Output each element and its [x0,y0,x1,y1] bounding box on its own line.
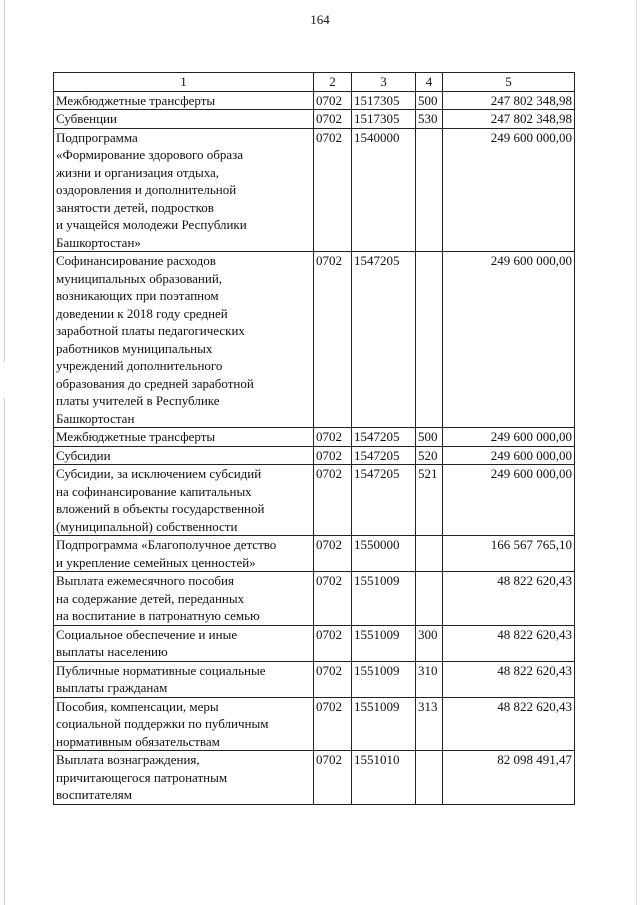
row-name-cell: Выплата вознаграждения, причитающегося патронатным воспитателям [54,751,314,805]
row-amount-cell: 48 822 620,43 [443,661,575,697]
row-type-cell: 310 [416,661,443,697]
row-name-cell: Субсидии, за исключением субсидий на софинансирование капитальных вложений в объекты государственной (муниципальной) собственности [54,465,314,536]
row-name-cell: Подпрограмма «Благополучное детство и укрепление семейных ценностей» [54,536,314,572]
row-amount-cell: 166 567 765,10 [443,536,575,572]
header-col-2: 2 [314,73,352,92]
row-type-cell: 313 [416,697,443,751]
row-name-cell: Подпрограмма «Формирование здорового образа жизни и организация отдыха, оздоровления и дополнительной занятости детей, подростков и учащейся молодежи Республики Башкортостан» [54,128,314,252]
row-amount-cell: 48 822 620,43 [443,697,575,751]
row-target-cell: 1551009 [352,625,416,661]
row-amount-cell: 82 098 491,47 [443,751,575,805]
row-type-cell: 500 [416,428,443,447]
row-amount-cell: 247 802 348,98 [443,91,575,110]
row-target-cell: 1547205 [352,428,416,447]
row-name-cell: Межбюджетные трансферты [54,428,314,447]
row-target-cell: 1517305 [352,91,416,110]
row-section-cell: 0702 [314,252,352,428]
row-type-cell [416,536,443,572]
table-row [54,572,575,626]
table-row [54,252,575,428]
header-col-4: 4 [416,73,443,92]
row-section-cell: 0702 [314,465,352,536]
header-col-1: 1 [54,73,314,92]
table-row [54,661,575,697]
row-amount-cell: 249 600 000,00 [443,428,575,447]
row-name-cell: Софинансирование расходов муниципальных образований, возникающих при поэтапном доведении к 2018 году средней заработной платы педагогических работников муниципальных учреждений дополнительного образования до средней заработной платы учителей в Республике Башкортостан [54,252,314,428]
row-name-cell: Межбюджетные трансферты [54,91,314,110]
row-target-cell: 1551009 [352,572,416,626]
row-section-cell: 0702 [314,661,352,697]
row-type-cell [416,751,443,805]
row-target-cell: 1547205 [352,446,416,465]
page-number: 164 [310,12,330,27]
row-section-cell: 0702 [314,110,352,129]
row-type-cell: 530 [416,110,443,129]
row-amount-cell: 247 802 348,98 [443,110,575,129]
budget-table-body [54,73,575,805]
table-row [54,446,575,465]
row-section-cell: 0702 [314,446,352,465]
row-type-cell: 520 [416,446,443,465]
row-type-cell: 521 [416,465,443,536]
row-name-cell: Выплата ежемесячного пособия на содержание детей, переданных на воспитание в патронатную семью [54,572,314,626]
row-target-cell: 1547205 [352,252,416,428]
scan-edge-right [636,0,637,905]
row-target-cell: 1517305 [352,110,416,129]
header-col-5: 5 [443,73,575,92]
row-name-cell: Субсидии [54,446,314,465]
row-amount-cell: 48 822 620,43 [443,572,575,626]
row-section-cell: 0702 [314,751,352,805]
table-row [54,536,575,572]
row-name-cell: Публичные нормативные социальные выплаты гражданам [54,661,314,697]
row-type-cell: 300 [416,625,443,661]
row-amount-cell: 249 600 000,00 [443,465,575,536]
table-row [54,465,575,536]
row-amount-cell: 249 600 000,00 [443,446,575,465]
row-amount-cell: 249 600 000,00 [443,252,575,428]
row-target-cell: 1551009 [352,697,416,751]
row-type-cell [416,252,443,428]
row-target-cell: 1540000 [352,128,416,252]
row-section-cell: 0702 [314,428,352,447]
row-target-cell: 1551009 [352,661,416,697]
row-section-cell: 0702 [314,697,352,751]
row-section-cell: 0702 [314,536,352,572]
header-col-3: 3 [352,73,416,92]
row-amount-cell: 249 600 000,00 [443,128,575,252]
row-section-cell: 0702 [314,572,352,626]
row-amount-cell: 48 822 620,43 [443,625,575,661]
row-type-cell: 500 [416,91,443,110]
row-type-cell [416,572,443,626]
scan-edge-left [4,0,5,905]
row-name-cell: Социальное обеспечение и иные выплаты населению [54,625,314,661]
row-target-cell: 1547205 [352,465,416,536]
table-row [54,625,575,661]
table-header-row [54,73,575,92]
table-row [54,751,575,805]
row-target-cell: 1551010 [352,751,416,805]
table-row [54,91,575,110]
row-section-cell: 0702 [314,128,352,252]
row-section-cell: 0702 [314,91,352,110]
table-row [54,428,575,447]
table-row [54,110,575,129]
row-name-cell: Пособия, компенсации, меры социальной поддержки по публичным нормативным обязательствам [54,697,314,751]
row-name-cell: Субвенции [54,110,314,129]
budget-table [53,72,575,805]
row-target-cell: 1550000 [352,536,416,572]
table-row [54,128,575,252]
row-section-cell: 0702 [314,625,352,661]
row-type-cell [416,128,443,252]
table-row [54,697,575,751]
